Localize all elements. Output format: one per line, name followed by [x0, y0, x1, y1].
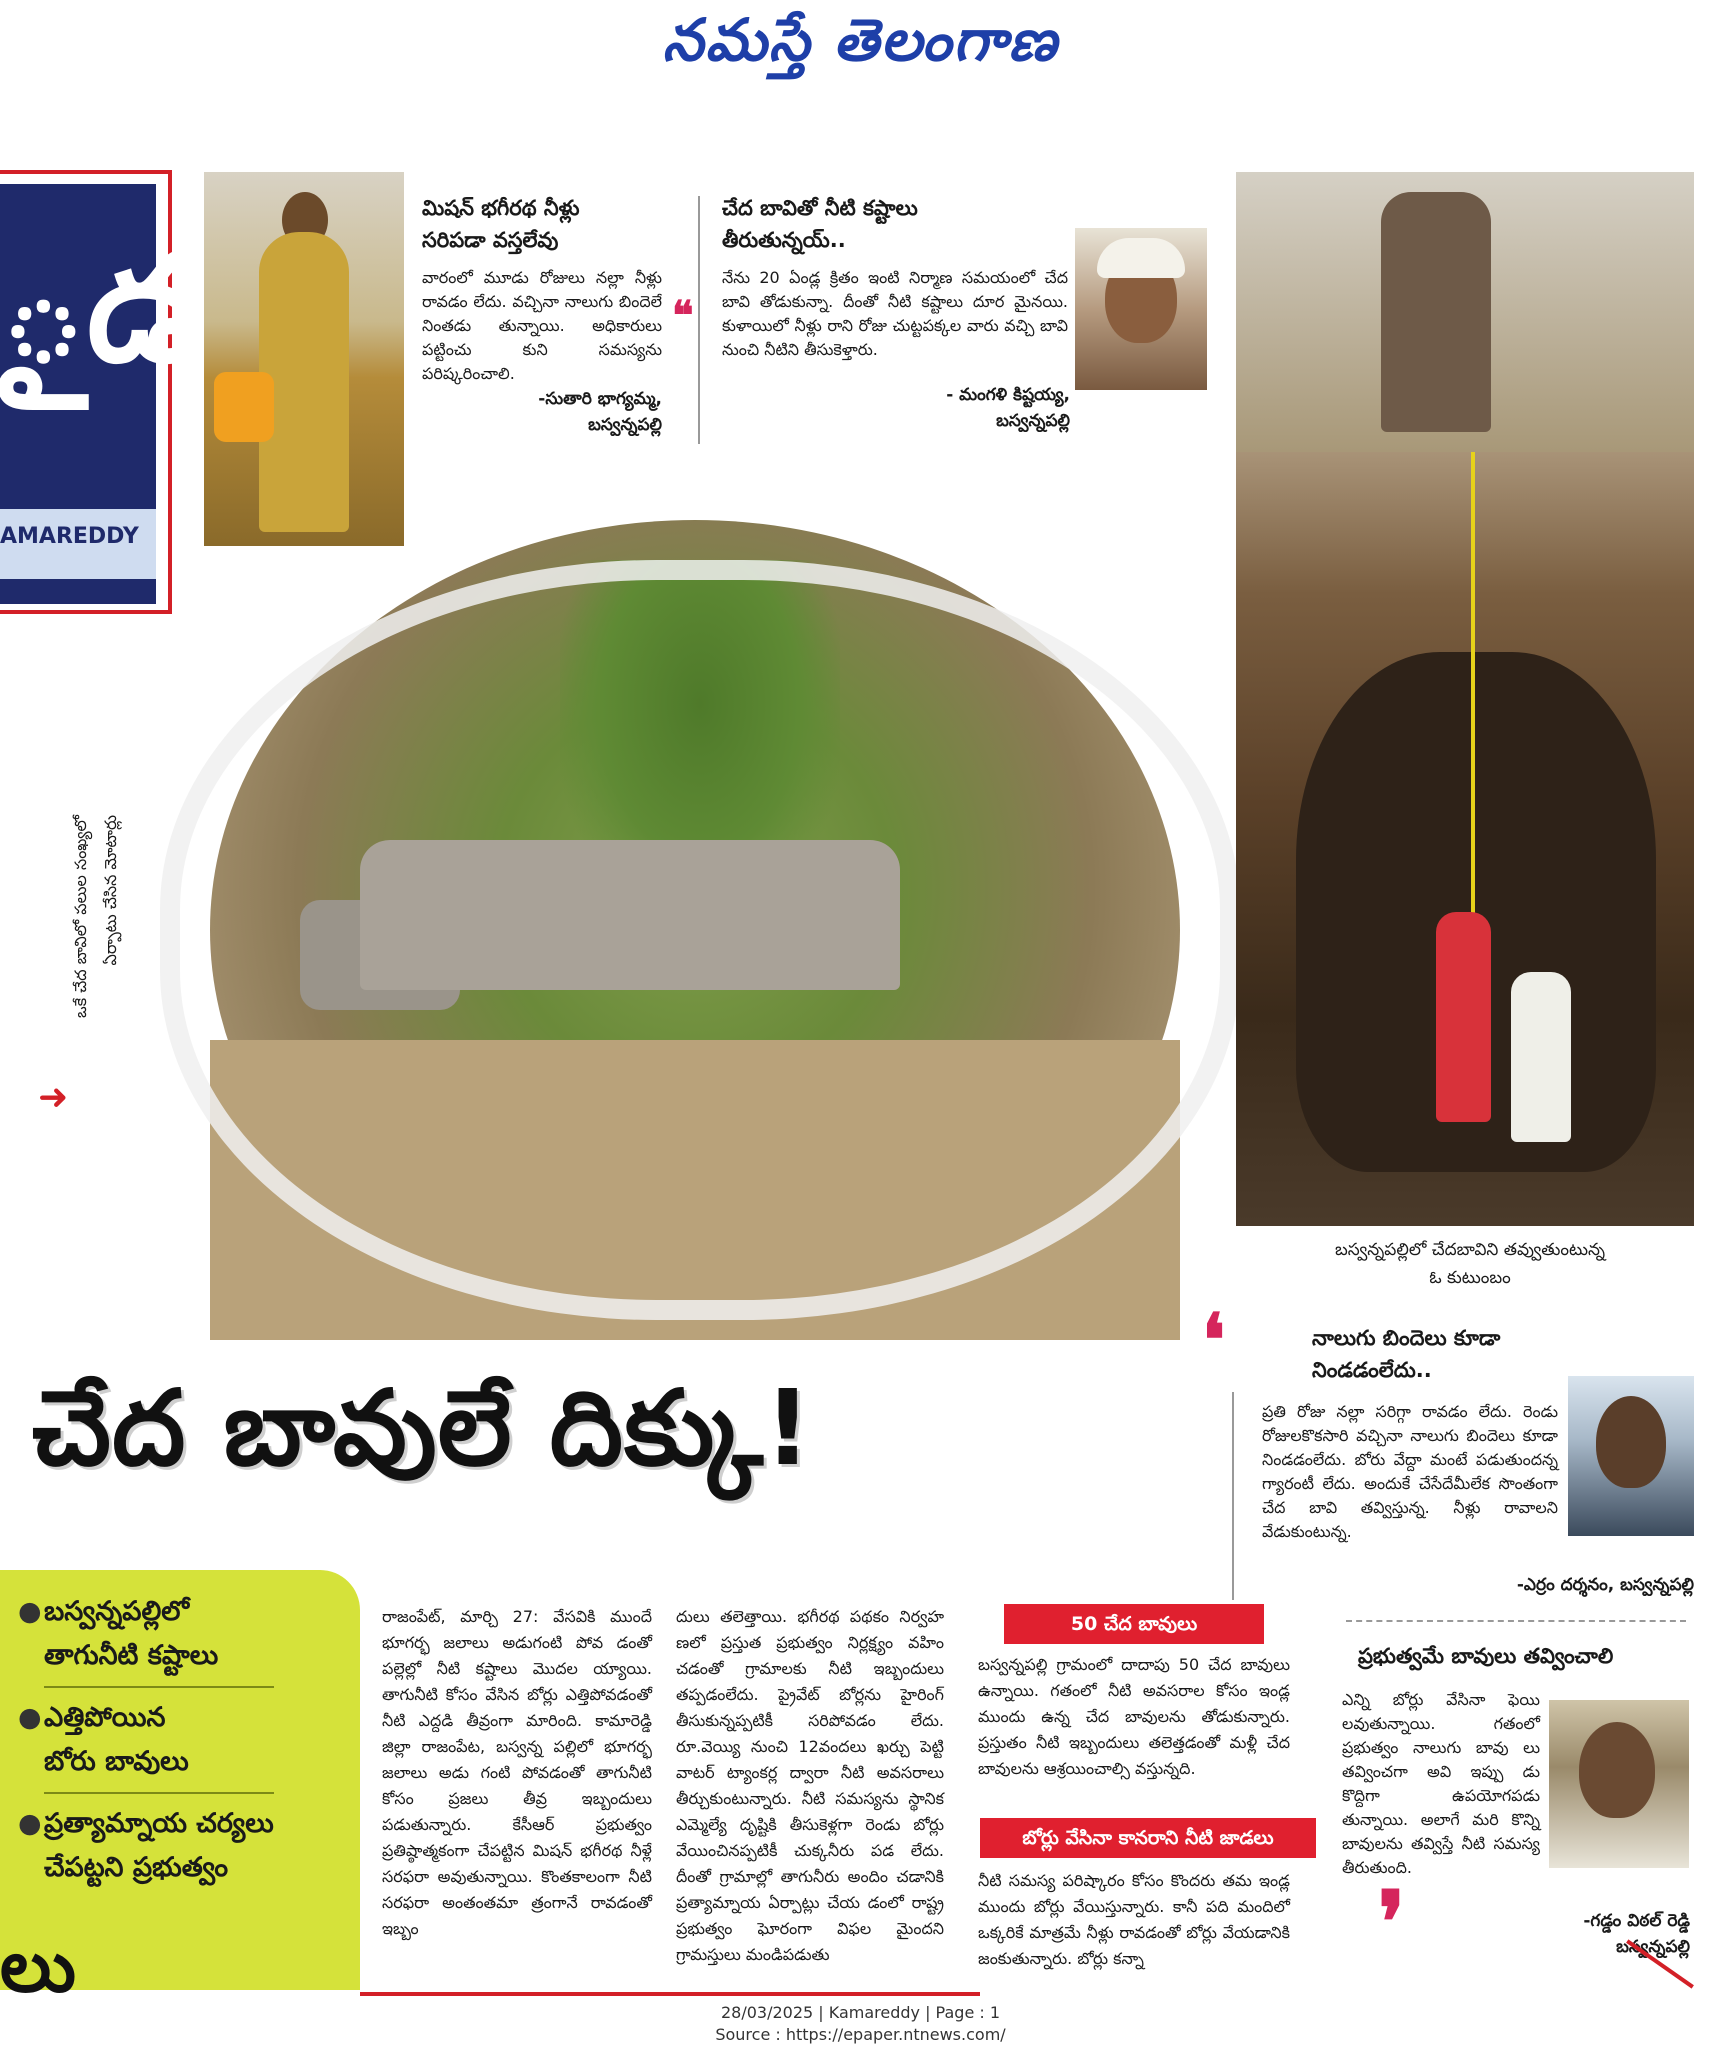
highlight-3-line1: ప్రత్యామ్నాయ చర్యలు — [44, 1808, 274, 1839]
quote-block-2 — [722, 192, 1068, 362]
quote4-signature — [1500, 1908, 1690, 1960]
highlight-1-line1: బస్వన్నపల్లిలో — [44, 1596, 190, 1627]
quote-block-3 — [1312, 1322, 1572, 1386]
edge-headline-fragment: లు — [0, 1924, 76, 2008]
digging-caption-line2: ఓ కుటుంబం — [1429, 1268, 1511, 1288]
quote4-body: ఎన్ని బోర్లు వేసినా ఫెయి లవుతున్నాయి. గతంలో ప్రభుత్వం నాలుగు బావు లు తవ్వించగా అవి ఇప్పు డు కొద్దిగా ఉపయోగపడు తున్నాయి. అలాగే మరి కొన్ని బావులను తవ్విస్తే నీటి సమస్య తీరుతుంది. — [1342, 1690, 1540, 1877]
edge-teaser-city: AMAREDDY — [0, 524, 139, 549]
highlight-1-line2: తాగునీటి కష్టాలు — [44, 1640, 219, 1671]
highlight-3-line2: చేపట్టని ప్రభుత్వం — [44, 1852, 229, 1883]
bullet-icon: ● — [18, 1596, 42, 1627]
red-arrow-icon: ➜ — [38, 1077, 69, 1118]
photo-family-digging-well — [1236, 172, 1694, 1226]
quote3-signature: -ఎర్రం దర్శనం, బస్వన్నపల్లి — [1516, 1575, 1694, 1595]
quote2-body: నేను 20 ఏండ్ల క్రితం ఇంటి నిర్మాణ సమయంలో చేద బావి తోడుకున్నా. దీంతో నీటి కష్టాలు దూర మైనయి. కుళాయిలో నీళ్లు రాని రోజు చుట్టపక్కల వారు వచ్చి బావి నుంచి నీటిని తీసుకెళ్తారు. — [722, 268, 1068, 359]
quote4-signature-place: బస్వన్నపల్లి — [1616, 1937, 1690, 1957]
double-quote-icon: ❝ — [672, 292, 694, 339]
edge-teaser-box — [0, 170, 198, 614]
quote2-title-line1: చేద బావితో నీటి కష్టాలు — [722, 196, 918, 220]
box2-body: నీటి సమస్య పరిష్కారం కోసం కొందరు తమ ఇండ్ల ముందు బోర్లు వేయిస్తున్నారు. కానీ పది మందిలో ఒక్కరికే మాత్రమే నీళ్లు రావడంతో బోర్లు వేయడానికి జంకుతున్నారు. బోర్లు కన్నా — [978, 1871, 1290, 1968]
highlight-item-1 — [18, 1590, 219, 1678]
side-photo-caption — [30, 815, 150, 1118]
box2-heading: బోర్లు వేసినా కానరాని నీటి జాడలు — [980, 1818, 1316, 1858]
torn-paper-frame — [160, 560, 1240, 1320]
quote1-signature-name: -సుతారి భాగ్యమ్మ, — [538, 389, 662, 409]
quote-block-1 — [422, 192, 662, 438]
digging-caption-line1: బస్వన్నపల్లిలో చేదబావిని తవ్వుతుంటున్న — [1335, 1240, 1605, 1260]
quote2-signature-place: బస్వన్నపల్లి — [996, 411, 1070, 431]
quote3-title-line1: నాలుగు బిందెలు కూడా — [1312, 1326, 1501, 1350]
highlight-separator — [44, 1792, 274, 1794]
double-quote-icon: ❛ — [1202, 1297, 1226, 1382]
footer-source-line: Source : https://epaper.ntnews.com/ — [715, 2025, 1006, 2044]
photo-face — [1579, 1722, 1655, 1818]
quote1-title-line1: మిషన్ భగీరథ నీళ్లు — [422, 196, 580, 220]
quote4-top-rule — [1346, 1620, 1686, 1624]
side-caption-line1: ఒకే చేద బావిలో పలుల సంఖ్యలో — [71, 815, 90, 1018]
footer-date-line: 28/03/2025 | Kamareddy | Page : 1 — [720, 2003, 1001, 2022]
article-column-1: రాజంపేట్, మార్చి 27: వేసవికి ముందే భూగర్భ జలాలు అడుగంటి పోవ డంతో పల్లెల్లో నీటి కష్టాలు మొదల య్యాయి. తాగునీటి కోసం వేసిన బోర్లు ఎత్తిపోవడంతో నీటి ఎద్దడి తీవ్రంగా మారింది. కామారెడ్డి జిల్లా రాజంపేట, బస్వన్న పల్లిలో భూగర్భ జలాలు అడు గంటి పోవడంతో తాగునీటి కోసం ప్రజలు తీవ్ర ఇబ్బందులు పడుతున్నారు. కేసీఆర్ ప్రభుత్వం ప్రతిష్ఠాత్మకంగా చేపట్టిన మిషన్ భగీరథ నీళ్లే సరఫరా అవుతున్నాయి. కొంతకాలంగా నీటి సరఫరా అంతంతమా త్రంగానే రావడంతో ఇబ్బం — [382, 1607, 652, 1938]
double-quote-icon: ❜ — [1378, 1872, 1406, 1971]
photo-elderly-man-turban — [1075, 228, 1207, 390]
quote2-signature — [860, 382, 1070, 434]
quote4-signature-name: -గడ్డం విఠల్ రెడ్డి — [1583, 1911, 1690, 1931]
quote2-divider — [698, 196, 700, 444]
photo-worker-red — [1436, 912, 1491, 1122]
photo-elderly-man-portrait — [1549, 1700, 1689, 1868]
quote2-title-line2: తీరుతున్నయ్.. — [722, 228, 846, 252]
highlight-2-line2: బోరు బావులు — [44, 1746, 189, 1777]
photo-woman-with-pot — [204, 172, 404, 546]
box1-heading: 50 చేద బావులు — [1004, 1604, 1264, 1644]
bottom-red-rule-left — [360, 1992, 980, 1996]
article-column-2: దులు తలెత్తాయి. భగీరథ పథకం నిర్వహ ణలో ప్రస్తుత ప్రభుత్వం నిర్లక్ష్యం వహిం చడంతో గ్రామాలకు నీటి ఇబ్బందులు తప్పడంలేదు. ప్రైవేట్ బోర్లను హైరింగ్ తీసుకున్నప్పటికీ సరిపోవడం లేదు. రూ.వెయ్యి నుంచి 12వందలు ఖర్చు పెట్టి వాటర్ ట్యాంకర్ల ద్వారా నీటి అవసరాలు తీర్చుకుంటున్నారు. నీటి సమస్యను స్థానిక ఎమ్మెల్యే దృష్టికి తీసుకెళ్లగా రెండు బోర్లు వేయించినప్పటికీ చుక్కనీరు పడ లేదు. దీంతో గ్రామాల్లో తాగునీరు అందిం చడానికి ప్రత్యామ్నాయ ఏర్పాట్లు చేయ డంలో రాష్ట్ర ప్రభుత్వం ఘోరంగా విఫల మైందని గ్రామస్తులు మండిపడుతు — [676, 1607, 944, 1964]
quote3-title-line2: నిండడంలేదు.. — [1312, 1358, 1432, 1382]
side-caption-line2: ఏర్పాటు చేసిన మోటార్లు — [101, 815, 120, 966]
quote1-signature-place: బస్వన్నపల్లి — [588, 415, 662, 435]
highlight-2-line1: ఎత్తిపోయిన — [44, 1702, 166, 1733]
photo-water-pot — [214, 372, 274, 442]
quote2-signature-name: - మంగళి కిష్టయ్య, — [946, 385, 1070, 405]
highlight-item-3 — [18, 1802, 274, 1890]
photo-turban — [1097, 238, 1185, 278]
quote3-divider — [1232, 1392, 1234, 1600]
bullet-icon: ● — [18, 1808, 42, 1839]
photo-worker-top — [1381, 192, 1491, 432]
main-headline: చేద బావులే దిక్కు! — [32, 1367, 813, 1489]
highlight-separator — [44, 1686, 274, 1688]
photo-face — [1596, 1396, 1666, 1488]
quote1-title-line2: సరిపడా వస్తలేవు — [422, 228, 559, 252]
quote3-body: ప్రతి రోజు నల్లా సరిగ్గా రావడం లేదు. రెండు రోజులకొకసారి వచ్చినా నాలుగు బిందెలు కూడా నిండడంలేదు. బోరు వేద్దా మంటే పడుతుందన్న గ్యారంటీ లేదు. అందుకే చేసేదేమీలేక సొంతంగా చేద బావి తవ్విస్తున్న. నీళ్లు రావాలని వేడుకుంటున్న. — [1262, 1402, 1558, 1541]
masthead-title: నమస్తే తెలంగాణ — [662, 6, 1059, 74]
box1-body: బస్వన్నపల్లి గ్రామంలో దాదాపు 50 చేద బావులు ఉన్నాయి. గతంలో నీటి అవసరాల కోసం ఇండ్ల ముందు ఉన్న చేద బావులను తోడుకున్నారు. ప్రస్తుతం నీటి ఇబ్బందులు తలెత్తడంతో మళ్లీ చేద బావులను ఆశ్రయించాల్సి వస్తున్నది. — [978, 1655, 1290, 1778]
photo-worker-white — [1511, 972, 1571, 1142]
photo-man-portrait — [1568, 1376, 1694, 1536]
page-footer — [0, 2002, 1721, 2046]
edge-teaser-glyph: ౖడ — [0, 222, 198, 396]
highlight-item-2 — [18, 1696, 189, 1784]
quote1-body: వారంలో మూడు రోజులు నల్లా నీళ్లు రావడం లేదు. వచ్చినా నాలుగు బిందెలే నింతడు తున్నాయి. అధికారులు పట్టించు కుని సమస్యను పరిష్కరించాలి. — [422, 268, 662, 383]
digging-photo-caption — [1280, 1236, 1660, 1292]
quote4-title: ప్రభుత్వమే బావులు తవ్వించాలి — [1358, 1644, 1614, 1668]
bullet-icon: ● — [18, 1702, 42, 1733]
